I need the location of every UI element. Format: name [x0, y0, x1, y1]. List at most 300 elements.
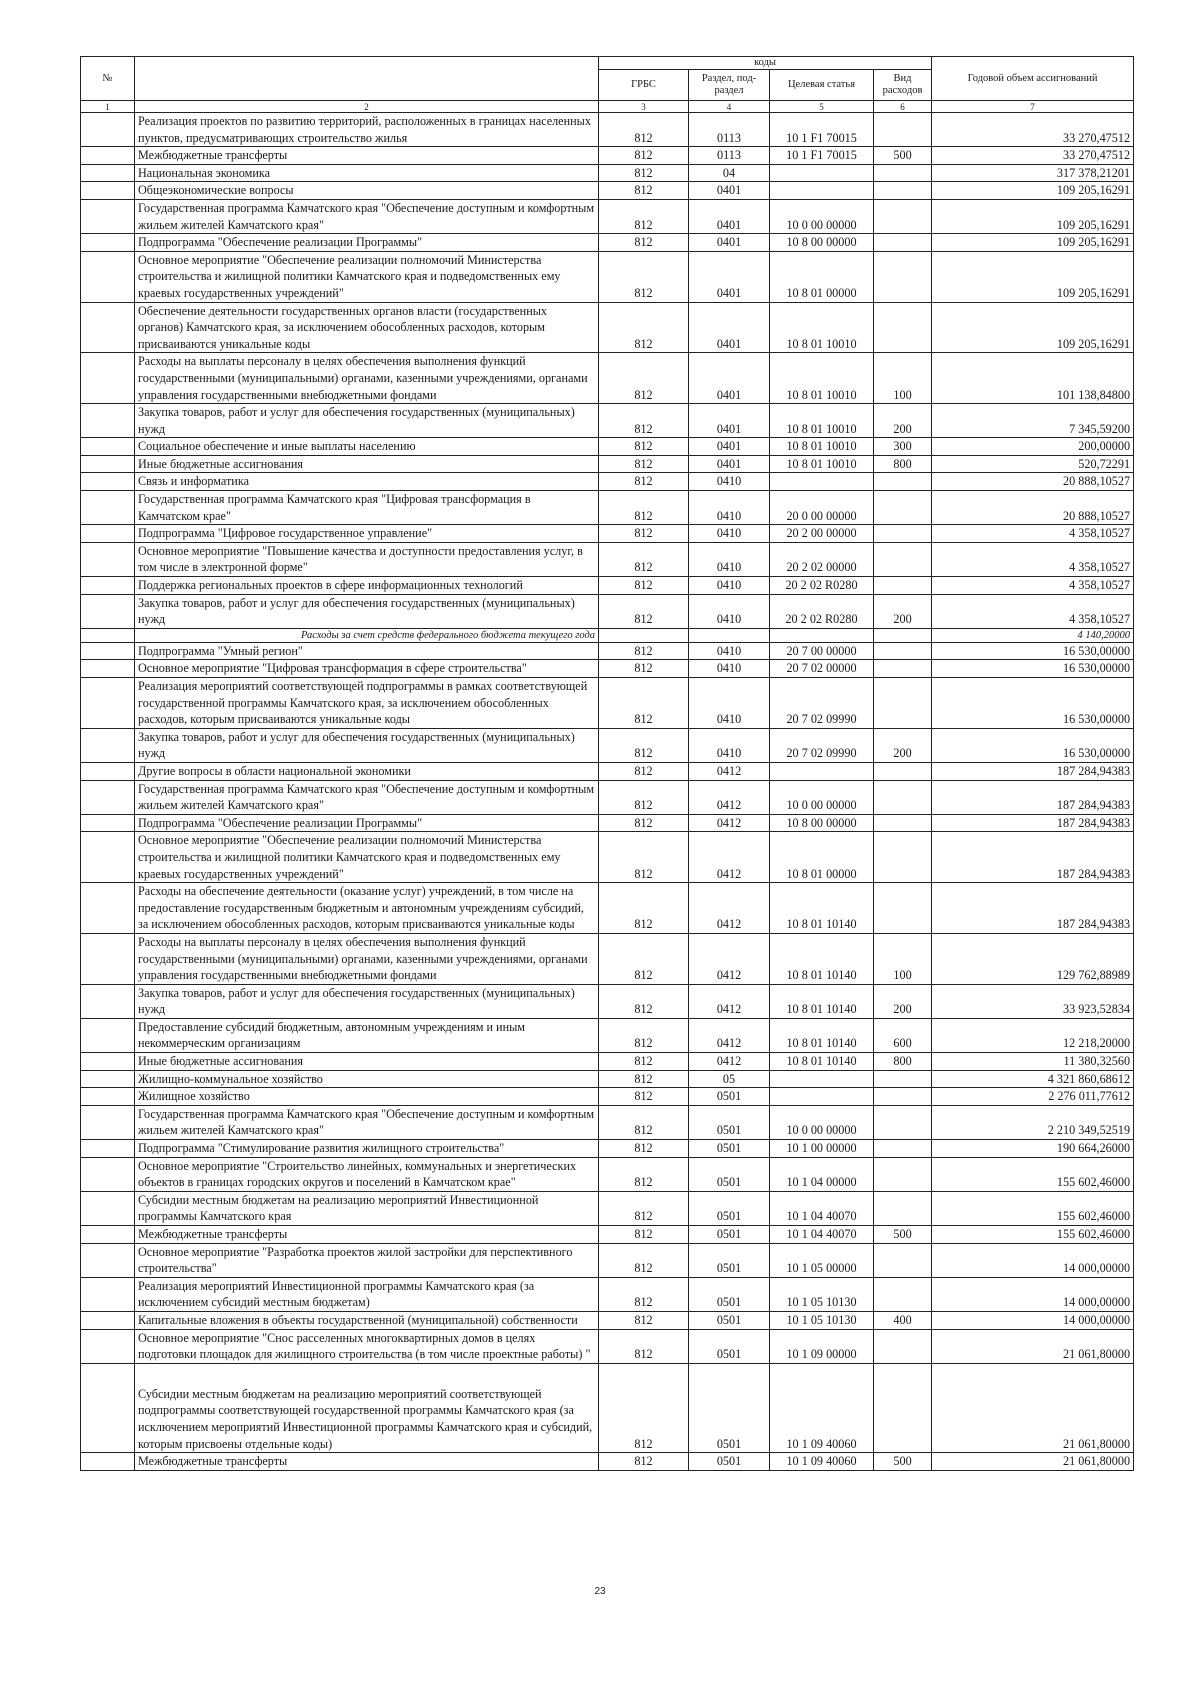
row-name-cell: Основное мероприятие "Снос расселенных многоквартирных домов в целях подготовки площадок для жилищного строительства (в том числе проектные работы) " [135, 1329, 599, 1363]
row-target-article-cell: 10 1 F1 70015 [770, 147, 874, 165]
table-row [81, 678, 1134, 729]
row-number-cell [81, 1105, 135, 1139]
row-number-cell [81, 491, 135, 525]
row-razdel-cell: 0401 [689, 353, 770, 404]
row-grbs-cell: 812 [599, 1088, 689, 1106]
table-row [81, 353, 1134, 404]
row-sum-cell: 14 000,00000 [932, 1243, 1134, 1277]
row-name-cell: Капитальные вложения в объекты государственной (муниципальной) собственности [135, 1311, 599, 1329]
row-target-article-cell: 20 7 00 00000 [770, 642, 874, 660]
row-name-cell: Общеэкономические вопросы [135, 182, 599, 200]
table-row [81, 473, 1134, 491]
row-razdel-cell: 0501 [689, 1277, 770, 1311]
row-name-cell: Связь и информатика [135, 473, 599, 491]
row-name-cell: Основное мероприятие "Строительство линейных, коммунальных и энергетических объектов в границах городских округов и поселений в Камчатском крае" [135, 1157, 599, 1191]
header-grbs: ГРБС [599, 70, 689, 101]
row-target-article-cell: 10 8 01 10140 [770, 1053, 874, 1071]
row-sum-cell: 21 061,80000 [932, 1453, 1134, 1471]
row-target-article-cell: 10 1 05 00000 [770, 1243, 874, 1277]
row-name-cell: Обеспечение деятельности государственных органов власти (государственных органов) Камчатского края, за исключением обособленных расходов, которым присваиваются уникальные коды [135, 302, 599, 353]
row-target-article-cell: 20 7 02 09990 [770, 678, 874, 729]
row-grbs-cell: 812 [599, 1105, 689, 1139]
row-grbs-cell: 812 [599, 147, 689, 165]
row-name-cell: Субсидии местным бюджетам на реализацию мероприятий Инвестиционной программы Камчатского края [135, 1191, 599, 1225]
row-expense-type-cell [874, 1088, 932, 1106]
row-number-cell [81, 1329, 135, 1363]
colnum: 3 [599, 101, 689, 113]
table-row [81, 1140, 1134, 1158]
row-sum-cell: 187 284,94383 [932, 780, 1134, 814]
row-sum-cell: 155 602,46000 [932, 1191, 1134, 1225]
row-razdel-cell: 0501 [689, 1453, 770, 1471]
row-number-cell [81, 438, 135, 456]
row-target-article-cell: 20 2 02 R0280 [770, 577, 874, 595]
row-target-article-cell: 20 7 02 00000 [770, 660, 874, 678]
row-grbs-cell: 812 [599, 353, 689, 404]
row-expense-type-cell [874, 1277, 932, 1311]
row-sum-cell: 16 530,00000 [932, 728, 1134, 762]
row-razdel-cell: 0501 [689, 1105, 770, 1139]
row-sum-cell: 16 530,00000 [932, 642, 1134, 660]
row-target-article-cell: 10 0 00 00000 [770, 1105, 874, 1139]
row-razdel-cell: 0410 [689, 473, 770, 491]
row-sum-cell: 109 205,16291 [932, 234, 1134, 252]
row-name-cell: Межбюджетные трансферты [135, 147, 599, 165]
row-number-cell [81, 473, 135, 491]
row-sum-cell: 12 218,20000 [932, 1018, 1134, 1052]
row-razdel-cell: 0412 [689, 933, 770, 984]
row-target-article-cell [770, 628, 874, 642]
row-target-article-cell: 20 2 00 00000 [770, 525, 874, 543]
row-expense-type-cell [874, 762, 932, 780]
row-expense-type-cell: 500 [874, 1226, 932, 1244]
row-expense-type-cell [874, 660, 932, 678]
row-name-cell: Закупка товаров, работ и услуг для обеспечения государственных (муниципальных) нужд [135, 404, 599, 438]
row-expense-type-cell [874, 832, 932, 883]
budget-sheet [80, 56, 1133, 1471]
row-number-cell [81, 1191, 135, 1225]
row-grbs-cell: 812 [599, 1363, 689, 1452]
row-razdel-cell: 0410 [689, 660, 770, 678]
header-target-article: Целевая статья [770, 70, 874, 101]
row-grbs-cell: 812 [599, 113, 689, 147]
table-row [81, 302, 1134, 353]
row-expense-type-cell [874, 182, 932, 200]
row-target-article-cell: 20 2 02 R0280 [770, 594, 874, 628]
row-razdel-cell: 0412 [689, 1053, 770, 1071]
row-razdel-cell: 0501 [689, 1329, 770, 1363]
row-expense-type-cell [874, 883, 932, 934]
row-expense-type-cell [874, 542, 932, 576]
row-grbs-cell: 812 [599, 1226, 689, 1244]
table-row [81, 1053, 1134, 1071]
row-number-cell [81, 404, 135, 438]
row-sum-cell: 4 358,10527 [932, 594, 1134, 628]
row-razdel-cell: 0412 [689, 883, 770, 934]
row-sum-cell: 21 061,80000 [932, 1363, 1134, 1452]
row-sum-cell: 109 205,16291 [932, 182, 1134, 200]
row-name-cell: Государственная программа Камчатского края "Цифровая трансформация в Камчатском крае" [135, 491, 599, 525]
row-expense-type-cell: 200 [874, 728, 932, 762]
row-target-article-cell: 10 0 00 00000 [770, 780, 874, 814]
row-expense-type-cell: 600 [874, 1018, 932, 1052]
row-grbs-cell: 812 [599, 1070, 689, 1088]
row-expense-type-cell: 200 [874, 984, 932, 1018]
row-target-article-cell: 10 1 05 10130 [770, 1277, 874, 1311]
row-grbs-cell: 812 [599, 182, 689, 200]
row-expense-type-cell [874, 473, 932, 491]
header-sum: Годовой объем ассигнований [932, 57, 1134, 101]
row-expense-type-cell [874, 1105, 932, 1139]
row-name-cell: Межбюджетные трансферты [135, 1226, 599, 1244]
row-expense-type-cell [874, 164, 932, 182]
row-number-cell [81, 525, 135, 543]
row-sum-cell: 109 205,16291 [932, 199, 1134, 233]
table-row [81, 182, 1134, 200]
row-target-article-cell: 10 8 01 00000 [770, 832, 874, 883]
row-sum-cell: 155 602,46000 [932, 1157, 1134, 1191]
table-header [81, 57, 1134, 113]
row-name-cell: Подпрограмма "Обеспечение реализации Программы" [135, 234, 599, 252]
row-name-cell: Реализация мероприятий соответствующей подпрограммы в рамках соответствующей государственной программы Камчатского края, за исключением обособленных расходов, которым присваиваются уникальные коды [135, 678, 599, 729]
row-number-cell [81, 628, 135, 642]
row-grbs-cell: 812 [599, 832, 689, 883]
colnum: 4 [689, 101, 770, 113]
row-grbs-cell [599, 628, 689, 642]
row-razdel-cell: 0401 [689, 438, 770, 456]
row-razdel-cell: 0412 [689, 814, 770, 832]
budget-table [80, 56, 1134, 1471]
table-row [81, 1243, 1134, 1277]
row-expense-type-cell [874, 113, 932, 147]
row-number-cell [81, 814, 135, 832]
row-expense-type-cell: 200 [874, 404, 932, 438]
header-column-numbers [81, 101, 1134, 113]
table-row [81, 164, 1134, 182]
row-grbs-cell: 812 [599, 577, 689, 595]
row-number-cell [81, 234, 135, 252]
row-number-cell [81, 832, 135, 883]
row-razdel-cell: 0501 [689, 1243, 770, 1277]
row-grbs-cell: 812 [599, 984, 689, 1018]
row-sum-cell: 4 358,10527 [932, 542, 1134, 576]
row-name-cell: Подпрограмма "Обеспечение реализации Программы" [135, 814, 599, 832]
row-number-cell [81, 594, 135, 628]
colnum: 5 [770, 101, 874, 113]
row-number-cell [81, 1226, 135, 1244]
table-row [81, 1311, 1134, 1329]
row-expense-type-cell [874, 577, 932, 595]
row-grbs-cell: 812 [599, 1453, 689, 1471]
row-target-article-cell: 10 8 01 10010 [770, 353, 874, 404]
row-sum-cell: 33 923,52834 [932, 984, 1134, 1018]
row-target-article-cell: 10 1 00 00000 [770, 1140, 874, 1158]
row-target-article-cell: 10 0 00 00000 [770, 199, 874, 233]
row-razdel-cell: 0410 [689, 577, 770, 595]
table-row [81, 577, 1134, 595]
table-row [81, 762, 1134, 780]
row-name-cell: Социальное обеспечение и иные выплаты населению [135, 438, 599, 456]
row-number-cell [81, 302, 135, 353]
colnum: 6 [874, 101, 932, 113]
row-expense-type-cell: 500 [874, 147, 932, 165]
row-sum-cell: 109 205,16291 [932, 251, 1134, 302]
row-number-cell [81, 199, 135, 233]
row-razdel-cell: 0410 [689, 642, 770, 660]
row-name-cell: Другие вопросы в области национальной экономики [135, 762, 599, 780]
table-row [81, 147, 1134, 165]
row-sum-cell: 109 205,16291 [932, 302, 1134, 353]
row-sum-cell: 33 270,47512 [932, 113, 1134, 147]
table-body [81, 113, 1134, 1471]
row-grbs-cell: 812 [599, 1311, 689, 1329]
row-number-cell [81, 113, 135, 147]
row-sum-cell: 520,72291 [932, 455, 1134, 473]
row-expense-type-cell: 800 [874, 1053, 932, 1071]
row-target-article-cell [770, 164, 874, 182]
row-target-article-cell: 10 1 04 00000 [770, 1157, 874, 1191]
row-sum-cell: 2 276 011,77612 [932, 1088, 1134, 1106]
table-row [81, 1157, 1134, 1191]
row-sum-cell: 4 140,20000 [932, 628, 1134, 642]
table-row [81, 251, 1134, 302]
table-row [81, 1191, 1134, 1225]
table-row [81, 1018, 1134, 1052]
row-number-cell [81, 542, 135, 576]
row-razdel-cell: 0113 [689, 113, 770, 147]
row-target-article-cell: 10 8 01 10010 [770, 302, 874, 353]
row-number-cell [81, 1311, 135, 1329]
row-name-cell: Жилищное хозяйство [135, 1088, 599, 1106]
row-target-article-cell: 10 1 09 00000 [770, 1329, 874, 1363]
row-razdel-cell: 0401 [689, 404, 770, 438]
row-expense-type-cell [874, 1157, 932, 1191]
colnum: 2 [135, 101, 599, 113]
table-row [81, 728, 1134, 762]
row-sum-cell: 187 284,94383 [932, 814, 1134, 832]
row-grbs-cell: 812 [599, 455, 689, 473]
table-row [81, 525, 1134, 543]
table-row [81, 234, 1134, 252]
row-target-article-cell [770, 1070, 874, 1088]
row-expense-type-cell: 200 [874, 594, 932, 628]
row-sum-cell: 14 000,00000 [932, 1311, 1134, 1329]
row-name-cell: Основное мероприятие "Цифровая трансформация в сфере строительства" [135, 660, 599, 678]
table-row [81, 814, 1134, 832]
row-razdel-cell: 0412 [689, 984, 770, 1018]
row-razdel-cell: 0412 [689, 762, 770, 780]
row-target-article-cell: 10 1 09 40060 [770, 1363, 874, 1452]
header-razdel: Раздел, под- раздел [689, 70, 770, 101]
row-sum-cell: 155 602,46000 [932, 1226, 1134, 1244]
row-grbs-cell: 812 [599, 762, 689, 780]
row-razdel-cell: 0113 [689, 147, 770, 165]
row-grbs-cell: 812 [599, 1243, 689, 1277]
row-number-cell [81, 1018, 135, 1052]
table-row [81, 1088, 1134, 1106]
row-razdel-cell: 0412 [689, 1018, 770, 1052]
row-razdel-cell: 0412 [689, 832, 770, 883]
table-row [81, 199, 1134, 233]
row-sum-cell: 20 888,10527 [932, 491, 1134, 525]
row-razdel-cell: 0501 [689, 1157, 770, 1191]
table-row [81, 933, 1134, 984]
table-row [81, 1329, 1134, 1363]
row-razdel-cell: 0401 [689, 455, 770, 473]
row-grbs-cell: 812 [599, 199, 689, 233]
row-expense-type-cell [874, 628, 932, 642]
row-expense-type-cell: 400 [874, 1311, 932, 1329]
table-row [81, 594, 1134, 628]
row-sum-cell: 2 210 349,52519 [932, 1105, 1134, 1139]
row-grbs-cell: 812 [599, 594, 689, 628]
row-target-article-cell: 10 8 01 00000 [770, 251, 874, 302]
row-number-cell [81, 1088, 135, 1106]
row-name-cell: Основное мероприятие "Повышение качества и доступности предоставления услуг, в том числе в электронной форме" [135, 542, 599, 576]
row-name-cell: Национальная экономика [135, 164, 599, 182]
row-number-cell [81, 1453, 135, 1471]
row-razdel-cell: 0410 [689, 594, 770, 628]
row-grbs-cell: 812 [599, 660, 689, 678]
row-target-article-cell [770, 182, 874, 200]
row-number-cell [81, 353, 135, 404]
row-name-cell: Расходы за счет средств федерального бюджета текущего года [135, 628, 599, 642]
table-row [81, 438, 1134, 456]
row-grbs-cell: 812 [599, 1329, 689, 1363]
row-expense-type-cell [874, 302, 932, 353]
row-sum-cell: 4 321 860,68612 [932, 1070, 1134, 1088]
row-number-cell [81, 642, 135, 660]
row-name-cell: Государственная программа Камчатского края "Обеспечение доступным и комфортным жильем жителей Камчатского края" [135, 199, 599, 233]
row-razdel-cell: 0401 [689, 302, 770, 353]
row-grbs-cell: 812 [599, 234, 689, 252]
row-razdel-cell: 0410 [689, 728, 770, 762]
row-name-cell: Межбюджетные трансферты [135, 1453, 599, 1471]
row-name-cell: Основное мероприятие "Разработка проектов жилой застройки для перспективного строительства" [135, 1243, 599, 1277]
row-target-article-cell: 10 8 00 00000 [770, 814, 874, 832]
row-sum-cell: 20 888,10527 [932, 473, 1134, 491]
row-target-article-cell: 10 8 01 10010 [770, 404, 874, 438]
row-grbs-cell: 812 [599, 164, 689, 182]
row-sum-cell: 16 530,00000 [932, 678, 1134, 729]
table-row [81, 455, 1134, 473]
row-number-cell [81, 164, 135, 182]
row-grbs-cell: 812 [599, 491, 689, 525]
row-name-cell: Расходы на выплаты персоналу в целях обеспечения выполнения функций государственными (муниципальными) органами, казенными учреждениями, органами управления государственными внебюджетными фондами [135, 353, 599, 404]
row-expense-type-cell [874, 525, 932, 543]
row-razdel-cell: 0412 [689, 780, 770, 814]
row-sum-cell: 190 664,26000 [932, 1140, 1134, 1158]
table-row [81, 404, 1134, 438]
table-row [81, 628, 1134, 642]
table-row [81, 832, 1134, 883]
header-expense-type: Вид расходов [874, 70, 932, 101]
row-name-cell: Основное мероприятие "Обеспечение реализации полномочий Министерства строительства и жилищной политики Камчатского края и подведомственных ему краевых государственных учреждений" [135, 251, 599, 302]
row-sum-cell: 129 762,88989 [932, 933, 1134, 984]
row-number-cell [81, 728, 135, 762]
row-grbs-cell: 812 [599, 1018, 689, 1052]
row-grbs-cell: 812 [599, 1277, 689, 1311]
row-target-article-cell [770, 1088, 874, 1106]
row-target-article-cell: 10 1 04 40070 [770, 1226, 874, 1244]
row-number-cell [81, 1140, 135, 1158]
row-expense-type-cell [874, 780, 932, 814]
row-target-article-cell: 10 8 01 10010 [770, 455, 874, 473]
row-grbs-cell: 812 [599, 473, 689, 491]
row-grbs-cell: 812 [599, 1140, 689, 1158]
row-razdel-cell: 0401 [689, 199, 770, 233]
row-number-cell [81, 1243, 135, 1277]
row-grbs-cell: 812 [599, 1157, 689, 1191]
row-target-article-cell: 10 1 09 40060 [770, 1453, 874, 1471]
row-expense-type-cell: 500 [874, 1453, 932, 1471]
row-grbs-cell: 812 [599, 404, 689, 438]
row-grbs-cell: 812 [599, 678, 689, 729]
row-number-cell [81, 678, 135, 729]
row-sum-cell: 33 270,47512 [932, 147, 1134, 165]
row-name-cell: Жилищно-коммунальное хозяйство [135, 1070, 599, 1088]
row-grbs-cell: 812 [599, 542, 689, 576]
row-number-cell [81, 780, 135, 814]
row-grbs-cell: 812 [599, 525, 689, 543]
row-grbs-cell: 812 [599, 251, 689, 302]
row-number-cell [81, 660, 135, 678]
row-sum-cell: 16 530,00000 [932, 660, 1134, 678]
row-target-article-cell: 10 1 04 40070 [770, 1191, 874, 1225]
row-name-cell: Закупка товаров, работ и услуг для обеспечения государственных (муниципальных) нужд [135, 984, 599, 1018]
table-row [81, 660, 1134, 678]
row-expense-type-cell [874, 814, 932, 832]
row-razdel-cell: 0401 [689, 234, 770, 252]
row-razdel-cell: 0501 [689, 1088, 770, 1106]
row-grbs-cell: 812 [599, 780, 689, 814]
table-row [81, 1363, 1134, 1452]
row-target-article-cell: 10 8 01 10140 [770, 1018, 874, 1052]
row-sum-cell: 11 380,32560 [932, 1053, 1134, 1071]
row-expense-type-cell [874, 491, 932, 525]
row-razdel-cell: 04 [689, 164, 770, 182]
table-row [81, 1105, 1134, 1139]
table-row [81, 642, 1134, 660]
row-razdel-cell: 0501 [689, 1191, 770, 1225]
header-codes: коды [599, 57, 932, 70]
row-target-article-cell: 10 8 01 10010 [770, 438, 874, 456]
row-expense-type-cell [874, 251, 932, 302]
row-name-cell: Реализация мероприятий Инвестиционной программы Камчатского края (за исключением субсидий местным бюджетам) [135, 1277, 599, 1311]
row-razdel-cell: 05 [689, 1070, 770, 1088]
row-name-cell: Иные бюджетные ассигнования [135, 455, 599, 473]
row-expense-type-cell [874, 1243, 932, 1277]
row-razdel-cell: 0401 [689, 182, 770, 200]
header-num: № [81, 57, 135, 101]
row-razdel-cell: 0501 [689, 1226, 770, 1244]
table-row [81, 542, 1134, 576]
row-name-cell: Предоставление субсидий бюджетным, автономным учреждениям и иным некоммерческим организациям [135, 1018, 599, 1052]
row-target-article-cell: 10 1 F1 70015 [770, 113, 874, 147]
row-name-cell: Реализация проектов по развитию территорий, расположенных в границах населенных пунктов, предусматривающих строительство жилья [135, 113, 599, 147]
row-expense-type-cell [874, 642, 932, 660]
row-name-cell: Государственная программа Камчатского края "Обеспечение доступным и комфортным жильем жителей Камчатского края" [135, 1105, 599, 1139]
row-expense-type-cell: 100 [874, 933, 932, 984]
row-number-cell [81, 251, 135, 302]
row-number-cell [81, 762, 135, 780]
row-name-cell: Иные бюджетные ассигнования [135, 1053, 599, 1071]
row-name-cell: Закупка товаров, работ и услуг для обеспечения государственных (муниципальных) нужд [135, 594, 599, 628]
row-grbs-cell: 812 [599, 1053, 689, 1071]
row-target-article-cell: 10 1 05 10130 [770, 1311, 874, 1329]
row-grbs-cell: 812 [599, 438, 689, 456]
row-target-article-cell: 10 8 01 10140 [770, 984, 874, 1018]
